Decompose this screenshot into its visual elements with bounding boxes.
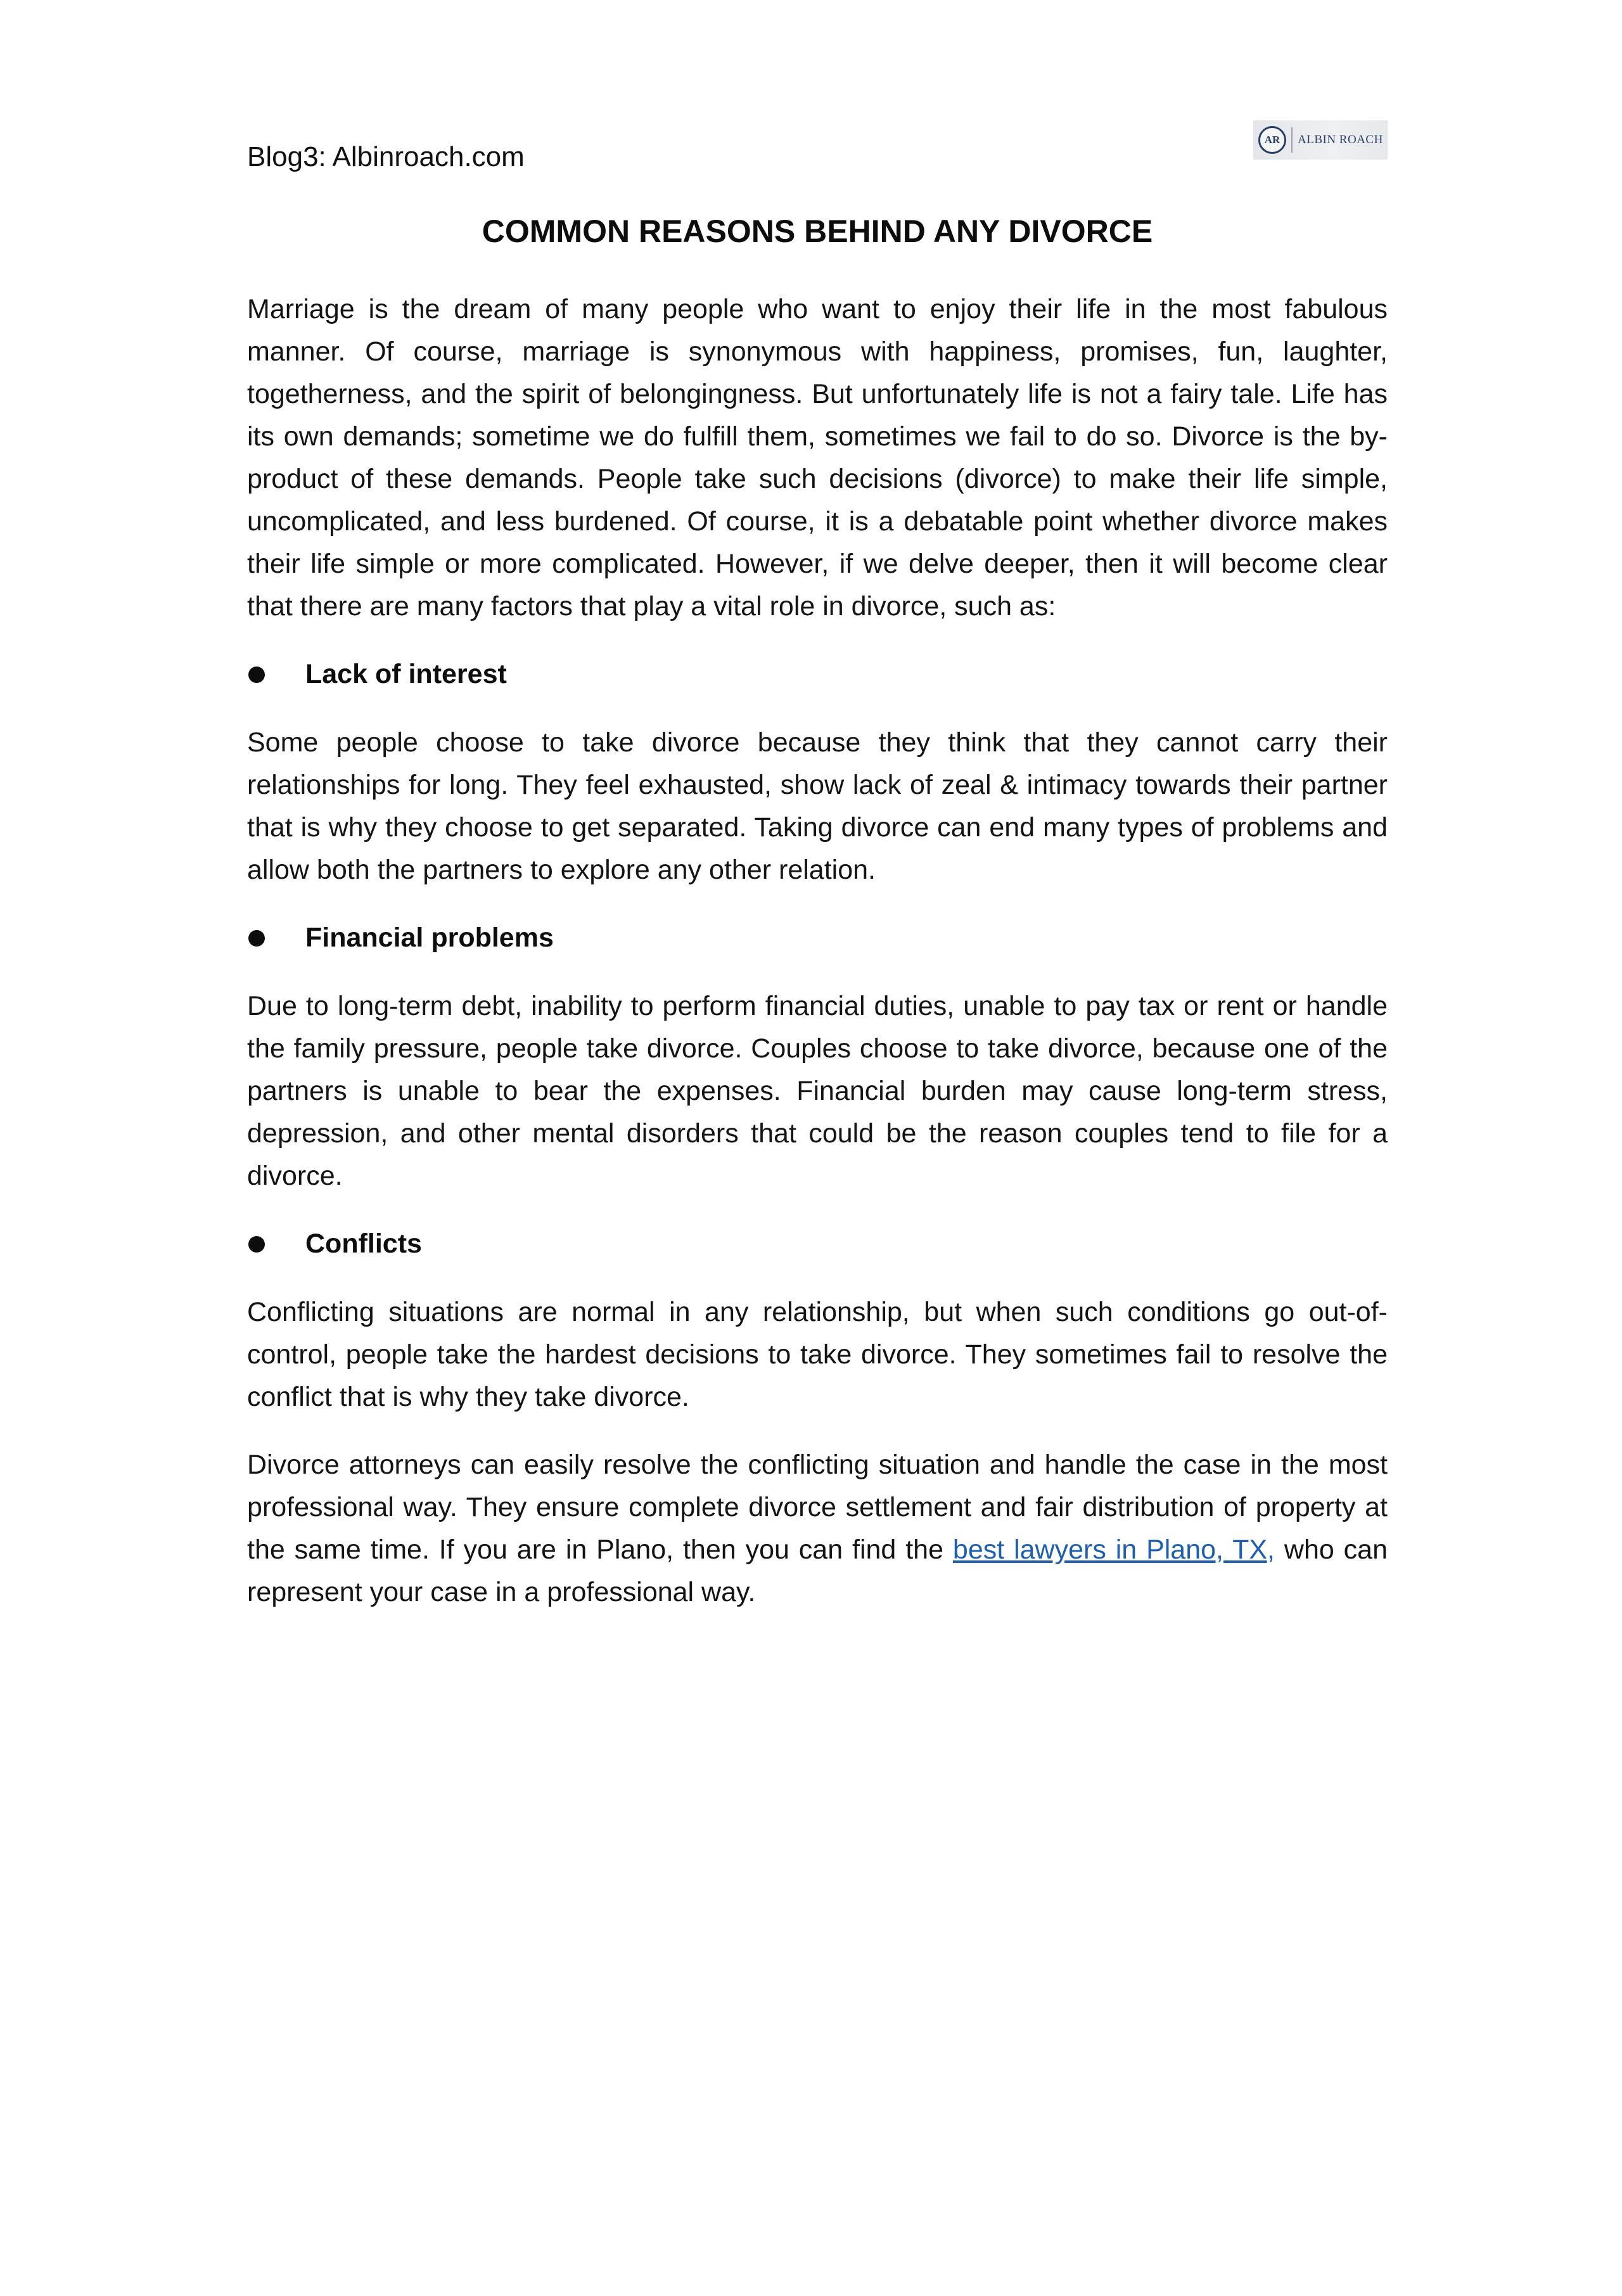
section-heading-label: Conflicts (305, 1228, 422, 1259)
section-heading-lack-of-interest (247, 653, 1388, 696)
logo-divider (1291, 127, 1293, 153)
bullet-icon (248, 930, 265, 947)
page-header (247, 120, 1388, 203)
albin-roach-logo (1253, 120, 1388, 160)
best-lawyers-plano-link[interactable]: best lawyers in Plano, TX, (952, 1534, 1275, 1565)
document-body (247, 288, 1388, 1639)
blog-label: Blog3: Albinroach.com (247, 141, 525, 172)
section-paragraph-conflicts: Conflicting situations are normal in any relationship, but when such conditions go out-of-control, people take the hardest decisions to take divorce. They sometimes fail to resolve the conflict that is why they take divorce. (247, 1297, 1388, 1412)
logo-monogram-seal: AR (1258, 126, 1286, 154)
bullet-icon (248, 666, 265, 683)
section-heading-label: Financial problems (305, 922, 554, 953)
closing-paragraph (247, 1444, 1388, 1614)
bullet-icon (248, 1236, 265, 1253)
document-title: COMMON REASONS BEHIND ANY DIVORCE (482, 214, 1153, 249)
closing-text-before-link: Divorce attorneys can easily resolve the conflicting situation and handle the case in the most professional way. They ensure complete divorce settlement and fair distribution of property at the same time. If you are in Plano, then you can find the (247, 1450, 1388, 1565)
section-heading-label: Lack of interest (305, 659, 507, 689)
section-paragraph-financial-problems: Due to long-term debt, inability to perform financial duties, unable to pay tax or rent or handle the family pressure, people take divorce. Couples choose to take divorce, because one of the partners is unable to bear the expenses. Financial burden may cause long-term stress, depression, and other mental disorders that could be the reason couples tend to file for a divorce. (247, 991, 1388, 1191)
section-heading-conflicts (247, 1223, 1388, 1265)
intro-paragraph: Marriage is the dream of many people who want to enjoy their life in the most fabulous manner. Of course, marriage is synonymous with happiness, promises, fun, laughter, togetherness, and the spirit of belongingness. But unfortunately life is not a fairy tale. Life has its own demands; sometime we do fulfill them, sometimes we fail to do so. Divorce is the by-product of these demands. People take such decisions (divorce) to make their life simple, uncomplicated, and less burdened. Of course, it is a debatable point whether divorce makes their life simple or more complicated. However, if we delve deeper, then it will become clear that there are many factors that play a vital role in divorce, such as: (247, 294, 1388, 622)
section-heading-financial-problems (247, 917, 1388, 959)
section-paragraph-lack-of-interest: Some people choose to take divorce because they think that they cannot carry their relationships for long. They feel exhausted, show lack of zeal & intimacy towards their partner that is why they choose to get separated. Taking divorce can end many types of problems and allow both the partners to explore any other relation. (247, 727, 1388, 885)
logo-name: ALBIN ROACH (1298, 133, 1383, 146)
closing-text-after-link: who can represent your case in a professional way. (247, 1534, 1388, 1607)
